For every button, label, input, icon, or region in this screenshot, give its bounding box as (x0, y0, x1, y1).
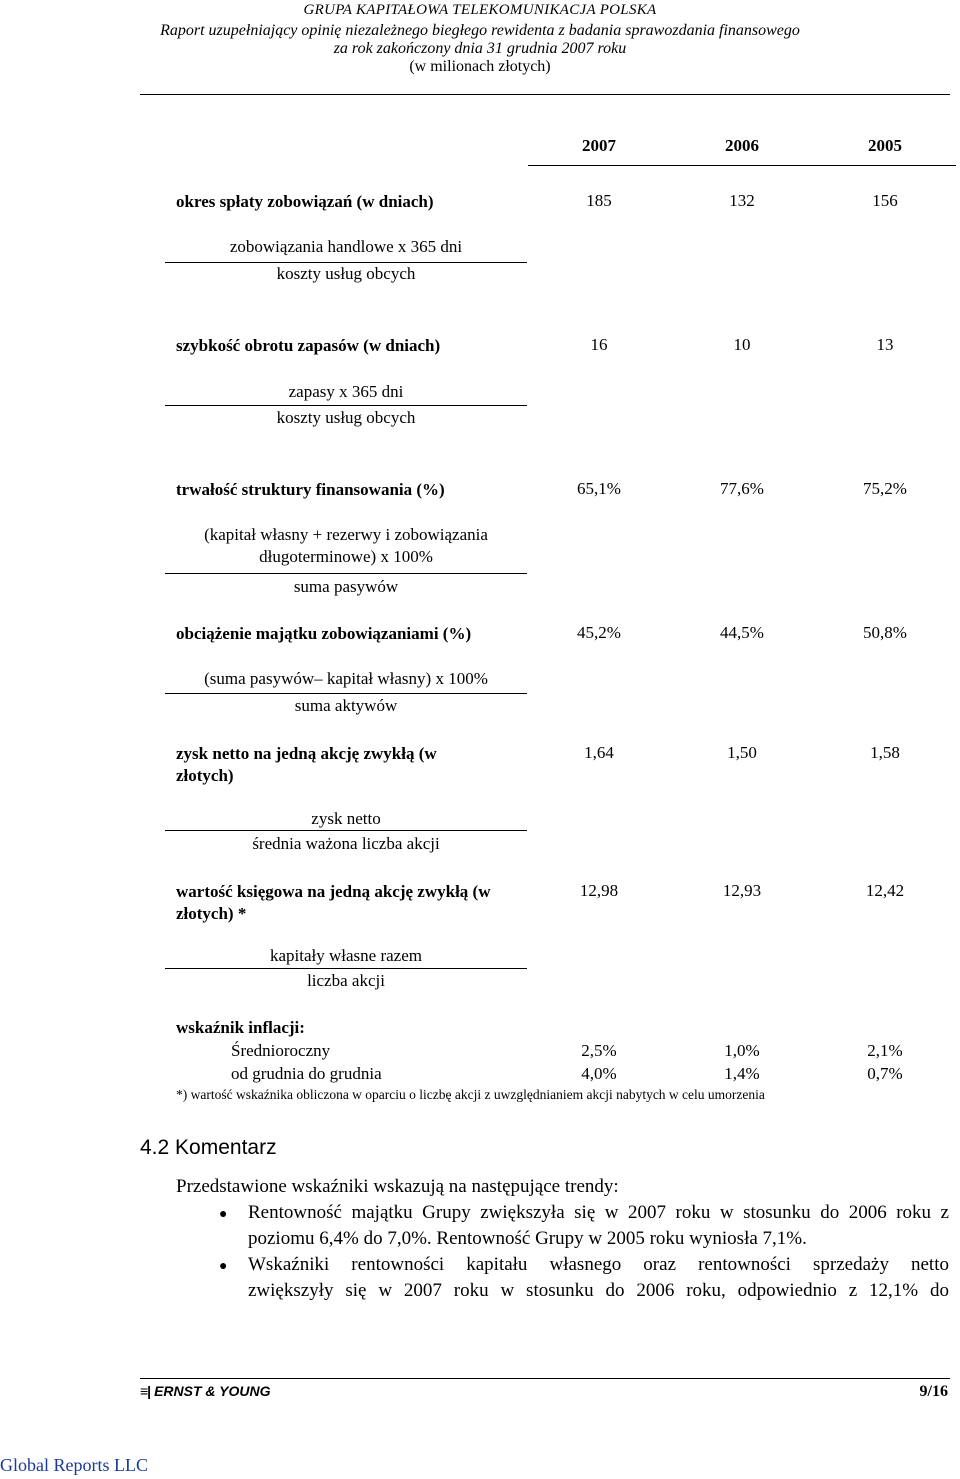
formula-denominator: koszty usług obcych (276, 408, 416, 427)
formula-numerator: (suma pasywów– kapitał własny) x 100% (204, 669, 488, 688)
ratio-value: 16 (590, 335, 608, 354)
year-header-rule (528, 165, 956, 166)
bullet-text-line: Wskaźniki rentowności kapitału własnego oraz rentowności sprzedaży netto (248, 1254, 949, 1275)
footnote: *) wartość wskaźnika obliczona w oparciu o liczbę akcji z uwzględnianiem akcji nabytych w celu umorzenia (176, 1087, 765, 1102)
inflation-value: 1,4% (724, 1064, 760, 1083)
formula-denominator: koszty usług obcych (276, 264, 416, 283)
formula-denominator: średnia ważona liczba akcji (252, 834, 440, 853)
ratio-value: 156 (872, 191, 898, 210)
formula-numerator: zobowiązania handlowe x 365 dni (229, 237, 463, 256)
formula-bar (165, 968, 527, 969)
ratio-label: obciążenie majątku zobowiązaniami (%) (176, 624, 472, 643)
report-period: za rok zakończony dnia 31 grudnia 2007 roku (333, 40, 627, 57)
formula-numerator: zysk netto (311, 809, 381, 828)
report-title: Raport uzupełniający opinię niezależnego biegłego rewidenta z badania sprawozdania finansowego (160, 22, 800, 39)
ratio-value: 65,1% (577, 479, 621, 498)
formula-bar (165, 262, 527, 263)
inflation-row-label: Średnioroczny (231, 1041, 331, 1060)
ratio-value: 50,8% (863, 623, 907, 642)
ratio-label: szybkość obrotu zapasów (w dniach) (176, 336, 441, 355)
formula-denominator: suma aktywów (294, 696, 398, 715)
inflation-value: 1,0% (724, 1041, 760, 1060)
report-units: (w milionach złotych) (409, 58, 551, 75)
ratio-value: 12,98 (579, 881, 619, 900)
ratio-label: złotych) * (176, 904, 247, 923)
bullet-text-line: Rentowność majątku Grupy zwiększyła się w 2007 roku w stosunku do 2006 roku z (248, 1202, 949, 1223)
header-rule (140, 94, 950, 95)
footer-rule (140, 1378, 950, 1379)
formula-numerator: długoterminowe) x 100% (259, 547, 433, 566)
formula-numerator: (kapitał własny + rezerwy i zobowiązania (204, 525, 488, 544)
inflation-row-label: od grudnia do grudnia (231, 1064, 382, 1083)
formula-bar (165, 830, 527, 831)
bullet-text-line: poziomu 6,4% do 7,0%. Rentowność Grupy w 2005 roku wyniosła 7,1%. (248, 1228, 807, 1249)
year-header-2005: 2005 (868, 136, 902, 155)
inflation-value: 2,5% (581, 1041, 617, 1060)
ratio-value: 185 (586, 191, 612, 210)
page-number: 9/16 (919, 1383, 948, 1400)
ernst-young-logo-text: ERNST & YOUNG (154, 1383, 271, 1399)
ratio-value: 12,93 (722, 881, 762, 900)
inflation-label: wskaźnik inflacji: (176, 1018, 305, 1037)
ratio-value: 1,64 (584, 743, 614, 762)
bullet-icon: ● (219, 1259, 228, 1274)
formula-bar (165, 405, 527, 406)
ratio-label: złotych) (176, 766, 234, 785)
watermark: Global Reports LLC (0, 1455, 148, 1475)
formula-numerator: zapasy x 365 dni (288, 382, 404, 401)
ratio-value: 45,2% (577, 623, 621, 642)
inflation-value: 0,7% (867, 1064, 903, 1083)
year-header-2006: 2006 (725, 136, 759, 155)
ratio-label: zysk netto na jedną akcję zwykłą (w (176, 744, 437, 763)
ratio-value: 1,58 (870, 743, 900, 762)
formula-numerator: kapitały własne razem (270, 946, 422, 965)
ratio-value: 10 (733, 335, 751, 354)
formula-bar (165, 573, 527, 574)
section-intro: Przedstawione wskaźniki wskazują na następujące trendy: (176, 1176, 619, 1197)
ratio-label: wartość księgowa na jedną akcję zwykłą (w (176, 882, 491, 901)
ratio-value: 44,5% (720, 623, 764, 642)
ratio-label: trwałość struktury finansowania (%) (176, 480, 445, 499)
company-name: GRUPA KAPITAŁOWA TELEKOMUNIKACJA POLSKA (303, 2, 657, 18)
ratio-value: 77,6% (720, 479, 764, 498)
bullet-text-line: zwiększyły się w 2007 roku w stosunku do 2006 roku, odpowiednio z 12,1% do (248, 1280, 949, 1301)
ratio-value: 75,2% (863, 479, 907, 498)
formula-denominator: liczba akcji (307, 971, 385, 990)
year-header-2007: 2007 (582, 136, 616, 155)
section-heading: 4.2 Komentarz (140, 1136, 277, 1159)
ernst-young-logo (140, 1383, 271, 1399)
formula-denominator: suma pasywów (293, 577, 399, 596)
ratio-label: okres spłaty zobowiązań (w dniach) (176, 192, 434, 211)
inflation-value: 2,1% (867, 1041, 903, 1060)
ratio-value: 132 (729, 191, 755, 210)
ratio-value: 12,42 (865, 881, 905, 900)
ernst-young-logo-icon: ≡| (140, 1383, 151, 1399)
inflation-value: 4,0% (581, 1064, 617, 1083)
ratio-value: 13 (876, 335, 894, 354)
formula-bar (165, 693, 527, 694)
bullet-icon: ● (219, 1207, 228, 1222)
ratio-value: 1,50 (727, 743, 757, 762)
